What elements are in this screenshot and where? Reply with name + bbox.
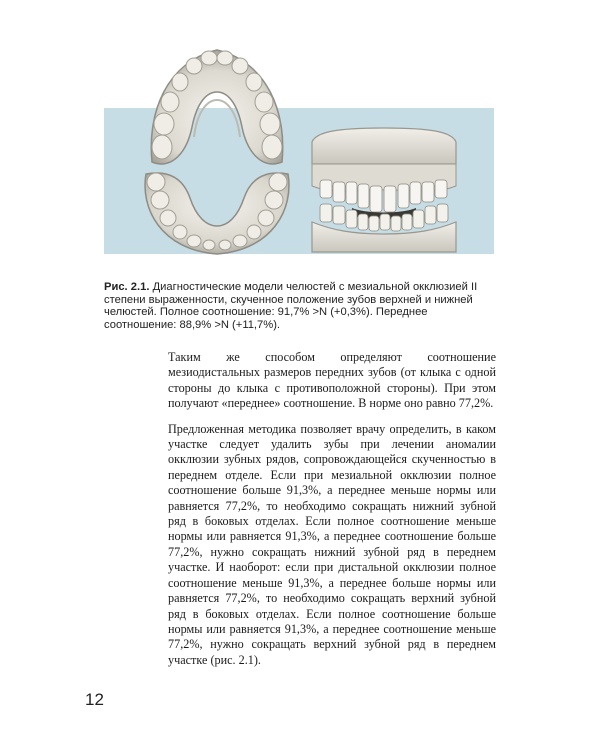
body-paragraph-2: Предложенная методика позволяет врачу определить, в каком участке следует удалить зубы при лечении аномалии окклюзии зубных рядов, сопровождающейся скученностью в переднем отделе. Если при мезиальной окклюзии полное соотношение больше 91,3%, а переднее меньше нормы или равняется 77,2%, то необходимо сокращать нижний зубной ряд в боковых отделах. Если полное соотношение меньше нормы или равняется 91,3%, а переднее соотношение больше 77,2%, нужно сокращать нижний зубной ряд в переднем участке. И наоборот: если при дистальной окклюзии полное соотношение меньше 91,3%, а переднее больше нормы или равняется 77,2%, то необходимо сокращать верхний зубной ряд в боковых отделах. Если полное соотношение больше нормы или равняется 91,3%, а переднее соотношение меньше 77,2%, нужно сокращать верхний зубной ряд в переднем участке (рис. 2.1). — [168, 421, 496, 667]
figure-caption-text: Диагностические модели челюстей с мезиальной окклюзией II степени выраженности, скученное положение зубов верхней и нижней челюстей. Полное соотношение: 91,7% >N (+0,3%). Переднее соотношение: 88,9% >N (+11,7%). — [104, 281, 478, 331]
lower-jaw-cast-photo — [138, 168, 296, 256]
body-text — [168, 350, 496, 678]
casts-in-occlusion-photo — [306, 124, 462, 256]
figure-label: Рис. 2.1. — [104, 281, 150, 293]
upper-jaw-cast-photo — [142, 42, 292, 172]
page-number: 12 — [85, 690, 104, 709]
figure-caption — [104, 281, 494, 331]
body-paragraph-1: Таким же способом определяют соотношение мезиодистальных размеров передних зубов (от клыка с одной стороны до клыка с противоположной стороны). При этом получают «переднее» соотношение. В норме оно равно 77,2%. — [168, 350, 496, 411]
